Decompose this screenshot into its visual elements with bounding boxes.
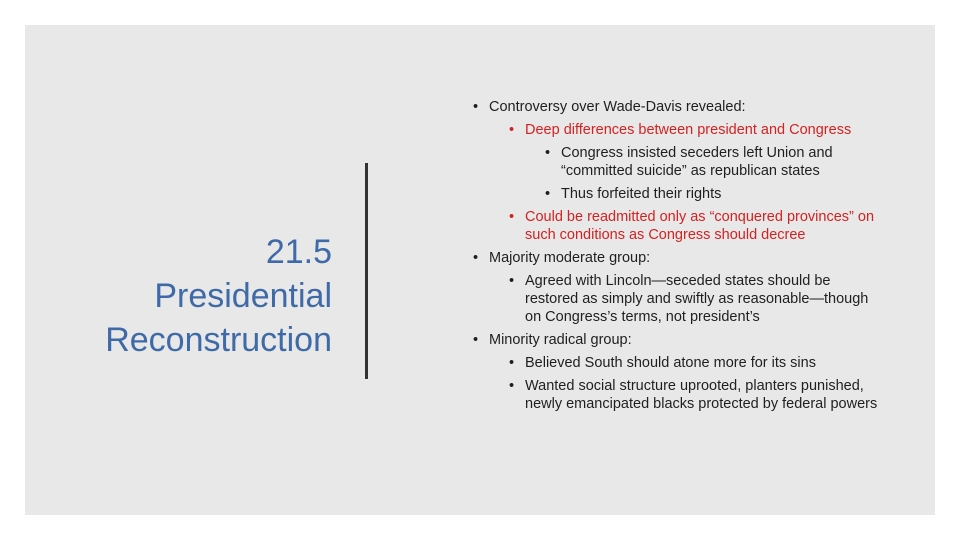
sub-bullet-item <box>501 354 885 372</box>
bullet-icon: • <box>509 378 515 394</box>
title-line-1: 21.5 <box>265 233 332 271</box>
vertical-divider <box>365 163 368 379</box>
sub-sub-bullet-text: Thus forfeited their rights <box>561 186 722 202</box>
slide-title <box>32 230 332 362</box>
sub-sub-bullet-list <box>537 144 885 203</box>
title-line-3: Reconstruction <box>105 321 332 359</box>
bullet-icon: • <box>473 332 479 348</box>
sub-bullet-item <box>501 208 885 244</box>
bullet-item <box>465 249 885 326</box>
bullet-list <box>465 98 885 413</box>
sub-bullet-list <box>501 354 885 413</box>
sub-bullet-list <box>501 272 885 326</box>
sub-bullet-list <box>501 121 885 244</box>
bullet-item <box>465 98 885 244</box>
sub-bullet-item <box>501 377 885 413</box>
bullet-icon: • <box>509 355 515 371</box>
bullet-item <box>465 331 885 413</box>
sub-bullet-text: Agreed with Lincoln—seceded states should be restored as simply and swiftly as reasonable—though on Congress’s terms, not president’s <box>525 273 869 325</box>
sub-bullet-text: Wanted social structure uprooted, planters punished, newly emancipated blacks protected by federal powers <box>525 378 878 412</box>
bullet-text: Controversy over Wade-Davis revealed: <box>489 99 746 115</box>
bullet-icon: • <box>473 99 479 115</box>
sub-bullet-text: Deep differences between president and Congress <box>525 122 852 138</box>
sub-bullet-text: Believed South should atone more for its sins <box>525 355 816 371</box>
bullet-icon: • <box>509 122 515 138</box>
sub-sub-bullet-item <box>537 185 885 203</box>
bullet-icon: • <box>545 145 551 161</box>
sub-bullet-item <box>501 121 885 203</box>
bullet-icon: • <box>473 250 479 266</box>
sub-sub-bullet-text: Congress insisted seceders left Union and “committed suicide” as republican states <box>561 145 833 179</box>
bullet-text: Minority radical group: <box>489 332 632 348</box>
title-line-2: Presidential <box>154 277 332 315</box>
bullet-text: Majority moderate group: <box>489 250 651 266</box>
bullet-icon: • <box>509 209 515 225</box>
bullet-icon: • <box>545 186 551 202</box>
bullet-icon: • <box>509 273 515 289</box>
sub-sub-bullet-item <box>537 144 885 180</box>
sub-bullet-text: Could be readmitted only as “conquered provinces” on such conditions as Congress should decree <box>525 209 875 243</box>
bullet-content <box>465 98 885 413</box>
slide <box>25 25 935 515</box>
sub-bullet-item <box>501 272 885 326</box>
